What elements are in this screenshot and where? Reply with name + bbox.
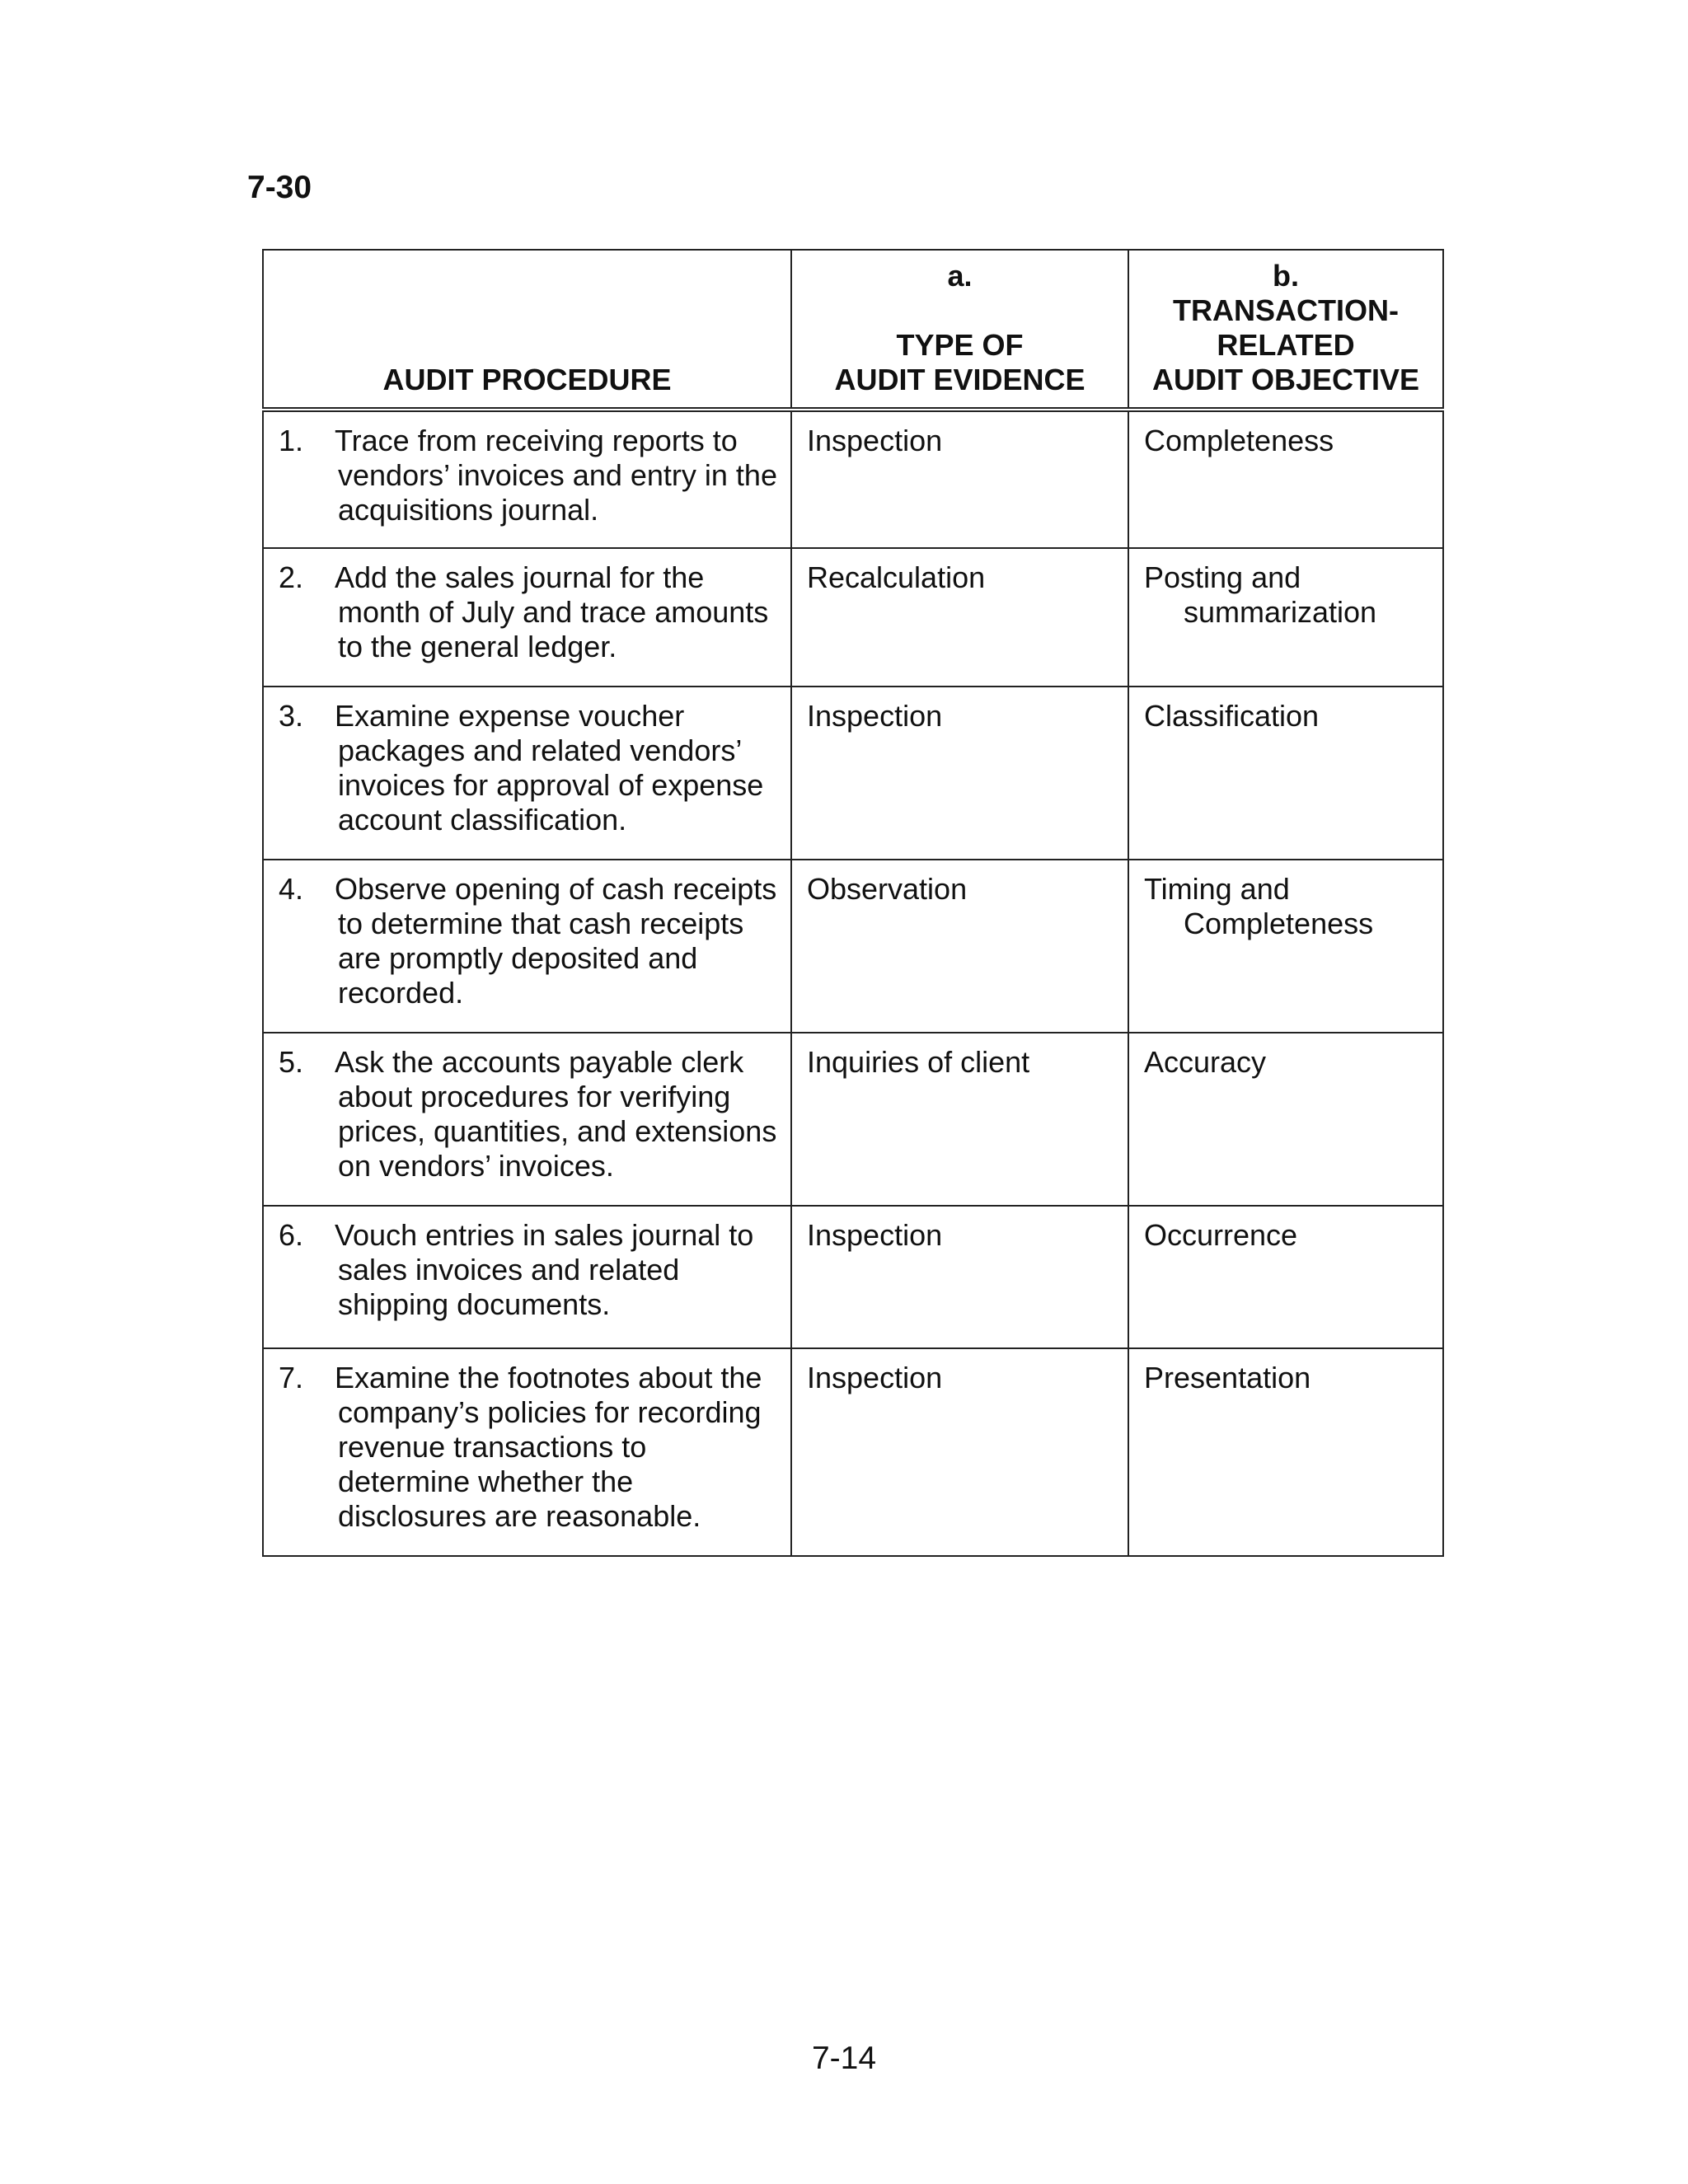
evidence-cell: Inquiries of client [791, 1033, 1128, 1206]
procedure-number: 3. [279, 699, 304, 733]
evidence-cell: Inspection [791, 1348, 1128, 1556]
header-audit-procedure [263, 250, 791, 410]
evidence-cell: Inspection [791, 1206, 1128, 1348]
table-row [263, 860, 1443, 1033]
procedure-cell [263, 1033, 791, 1206]
objective-cell [1128, 860, 1443, 1033]
objective-cell [1128, 548, 1443, 687]
header-transaction-related-audit-objective [1128, 250, 1443, 410]
objective-line: summarization [1184, 595, 1377, 629]
procedure-cell [263, 1348, 791, 1556]
objective-cell [1128, 687, 1443, 860]
header-objective-letter: b. [1273, 259, 1299, 293]
page-number: 7-14 [811, 2041, 877, 2076]
objective-line: Occurrence [1144, 1218, 1298, 1252]
evidence-cell: Inspection [791, 687, 1128, 860]
procedure-text: Vouch entries in sales journal to sales invoices and related shipping documents. [335, 1218, 754, 1321]
header-objective-line2: RELATED [1217, 328, 1355, 362]
evidence-cell: Observation [791, 860, 1128, 1033]
header-type-of-audit-evidence [791, 250, 1128, 410]
procedure-number: 7. [279, 1361, 304, 1394]
header-audit-procedure-title: AUDIT PROCEDURE [382, 363, 672, 396]
objective-cell [1128, 1206, 1443, 1348]
procedure-cell [263, 410, 791, 548]
table-row [263, 687, 1443, 860]
procedure-number: 4. [279, 872, 304, 906]
procedure-number: 2. [279, 560, 304, 594]
table-header-row [263, 250, 1443, 410]
objective-cell [1128, 410, 1443, 548]
table-row [263, 548, 1443, 687]
evidence-cell: Recalculation [791, 548, 1128, 687]
procedure-text: Trace from receiving reports to vendors’ invoices and entry in the acquisitions journal. [335, 424, 777, 527]
objective-cell [1128, 1348, 1443, 1556]
procedure-cell [263, 860, 791, 1033]
objective-line: Timing and [1144, 872, 1290, 906]
table-row [263, 1206, 1443, 1348]
objective-line: Completeness [1144, 424, 1334, 457]
procedure-number: 1. [279, 424, 304, 457]
table-row [263, 1348, 1443, 1556]
procedure-text: Add the sales journal for the month of July and trace amounts to the general ledger. [335, 560, 769, 663]
problem-number: 7-30 [247, 170, 312, 205]
procedure-text: Examine expense voucher packages and related vendors’ invoices for approval of expense account classification. [335, 699, 764, 837]
objective-line: Accuracy [1144, 1045, 1267, 1079]
procedure-number: 5. [279, 1045, 304, 1079]
objective-line: Classification [1144, 699, 1320, 733]
objective-line: Presentation [1144, 1361, 1311, 1394]
header-evidence-line2: AUDIT EVIDENCE [834, 363, 1085, 396]
procedure-text: Observe opening of cash receipts to determine that cash receipts are promptly deposited and recorded. [335, 872, 777, 1010]
audit-procedures-table [262, 249, 1444, 1557]
procedure-text: Examine the footnotes about the company’s policies for recording revenue transactions to determine whether the disclosures are reasonable. [335, 1361, 762, 1533]
procedure-cell [263, 548, 791, 687]
header-objective-line3: AUDIT OBJECTIVE [1151, 363, 1420, 396]
procedure-number: 6. [279, 1218, 304, 1252]
evidence-cell: Inspection [791, 410, 1128, 548]
header-objective-line1: TRANSACTION- [1173, 293, 1399, 327]
procedure-cell [263, 1206, 791, 1348]
objective-cell [1128, 1033, 1443, 1206]
header-evidence-letter: a. [947, 259, 973, 293]
procedure-text: Ask the accounts payable clerk about procedures for verifying prices, quantities, and extensions on vendors’ invoices. [335, 1045, 777, 1183]
objective-line: Completeness [1184, 907, 1374, 940]
objective-line: Posting and [1144, 560, 1301, 594]
table-row [263, 1033, 1443, 1206]
header-evidence-line1: TYPE OF [896, 328, 1024, 362]
procedure-cell [263, 687, 791, 860]
table-row [263, 410, 1443, 548]
